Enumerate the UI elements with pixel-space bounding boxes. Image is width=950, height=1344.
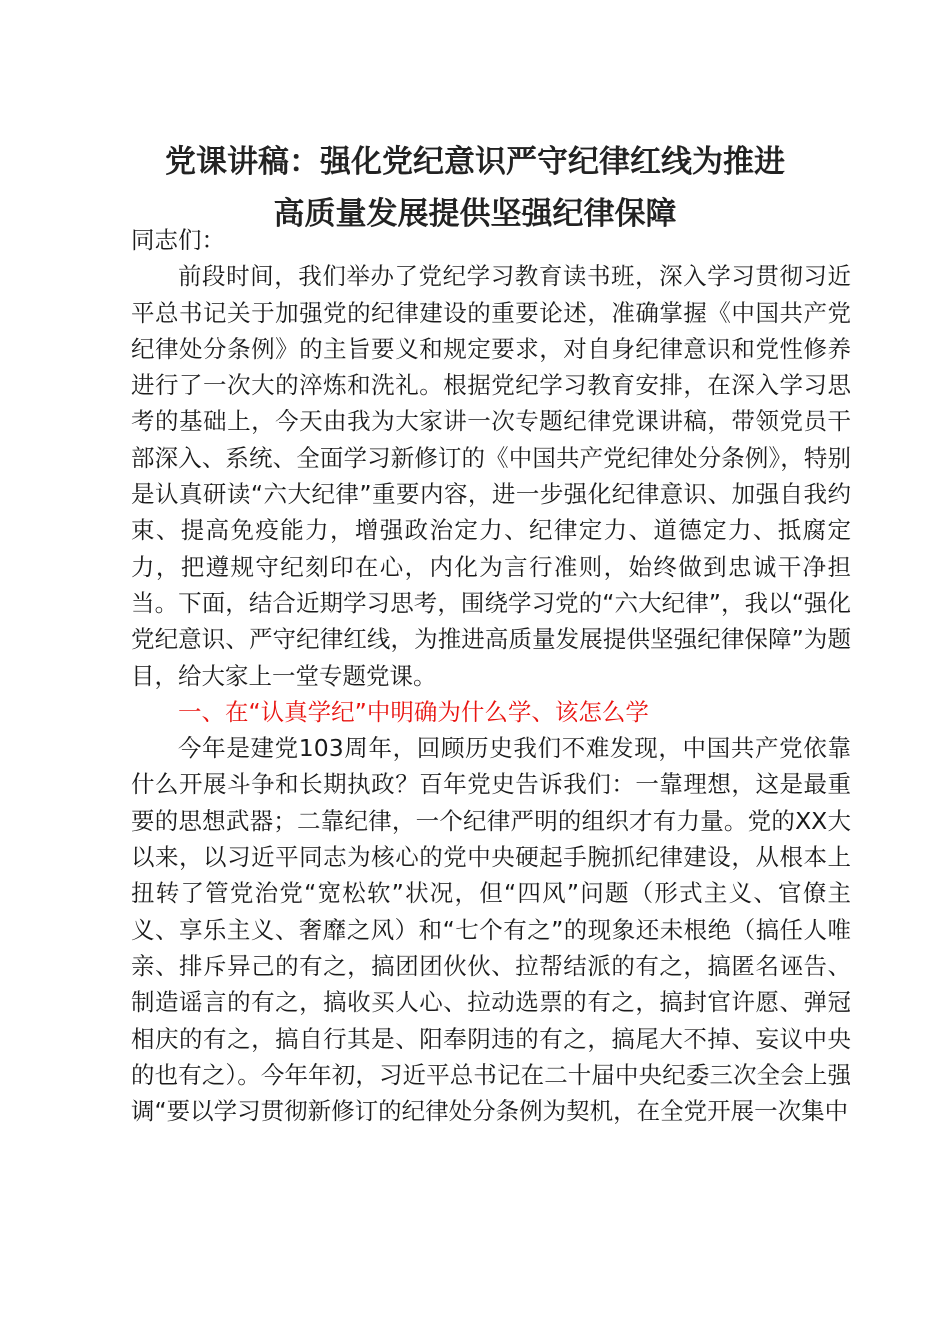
section-heading-1: 一、在“认真学纪”中明确为什么学、该怎么学	[178, 697, 649, 726]
title-line-2: 高质量发展提供坚强纪律保障	[273, 196, 677, 232]
paragraph-section-1: 今年是建党103周年，回顾历史我们不难发现，中国共产党依靠什么开展斗争和长期执政？百年党史告诉我们：一靠理想，这是最重要的思想武器；二靠纪律，一个纪律严明的组织才有力量。党的XX大以来，以习近平同志为核心的党中央硬起手腕抓纪律建设，从根本上扭转了管党治党“宽松软”状况，但“四风”问题（形式主义、官僚主义、享乐主义、奢靡之风）和“七个有之”的现象还未根绝（搞任人唯亲、排斥异己的有之，搞团团伙伙、拉帮结派的有之，搞匿名诬告、制造谣言的有之，搞收买人心、拉动选票的有之，搞封官许愿、弹冠相庆的有之，搞自行其是、阳奉阴违的有之，搞尾大不掉、妄议中央的也有之）。今年年初，习近平总书记在二十届中央纪委三次全会上强调“要以学习贯彻新修订的纪律处分条例为契机，在全党开展一次集中	[131, 734, 851, 1126]
document-body	[131, 222, 851, 1129]
title-line-1: 党课讲稿：强化党纪意识严守纪律红线为推进	[165, 144, 785, 180]
salutation: 同志们：	[131, 226, 225, 254]
paragraph-intro: 前段时间，我们举办了党纪学习教育读书班，深入学习贯彻习近平总书记关于加强党的纪律建设的重要论述，准确掌握《中国共产党纪律处分条例》的主旨要义和规定要求，对自身纪律意识和党性修养进行了一次大的淬炼和洗礼。根据党纪学习教育安排，在深入学习思考的基础上，今天由我为大家讲一次专题纪律党课讲稿，带领党员干部深入、系统、全面学习新修订的《中国共产党纪律处分条例》，特别是认真研读“六大纪律”重要内容，进一步强化纪律意识、加强自我约束、提高免疫能力，增强政治定力、纪律定力、道德定力、抵腐定力，把遵规守纪刻印在心，内化为言行准则，始终做到忠诚干净担当。下面，结合近期学习思考，围绕学习党的“六大纪律”，我以“强化党纪意识、严守纪律红线，为推进高质量发展提供坚强纪律保障”为题目，给大家上一堂专题党课。	[131, 262, 851, 690]
